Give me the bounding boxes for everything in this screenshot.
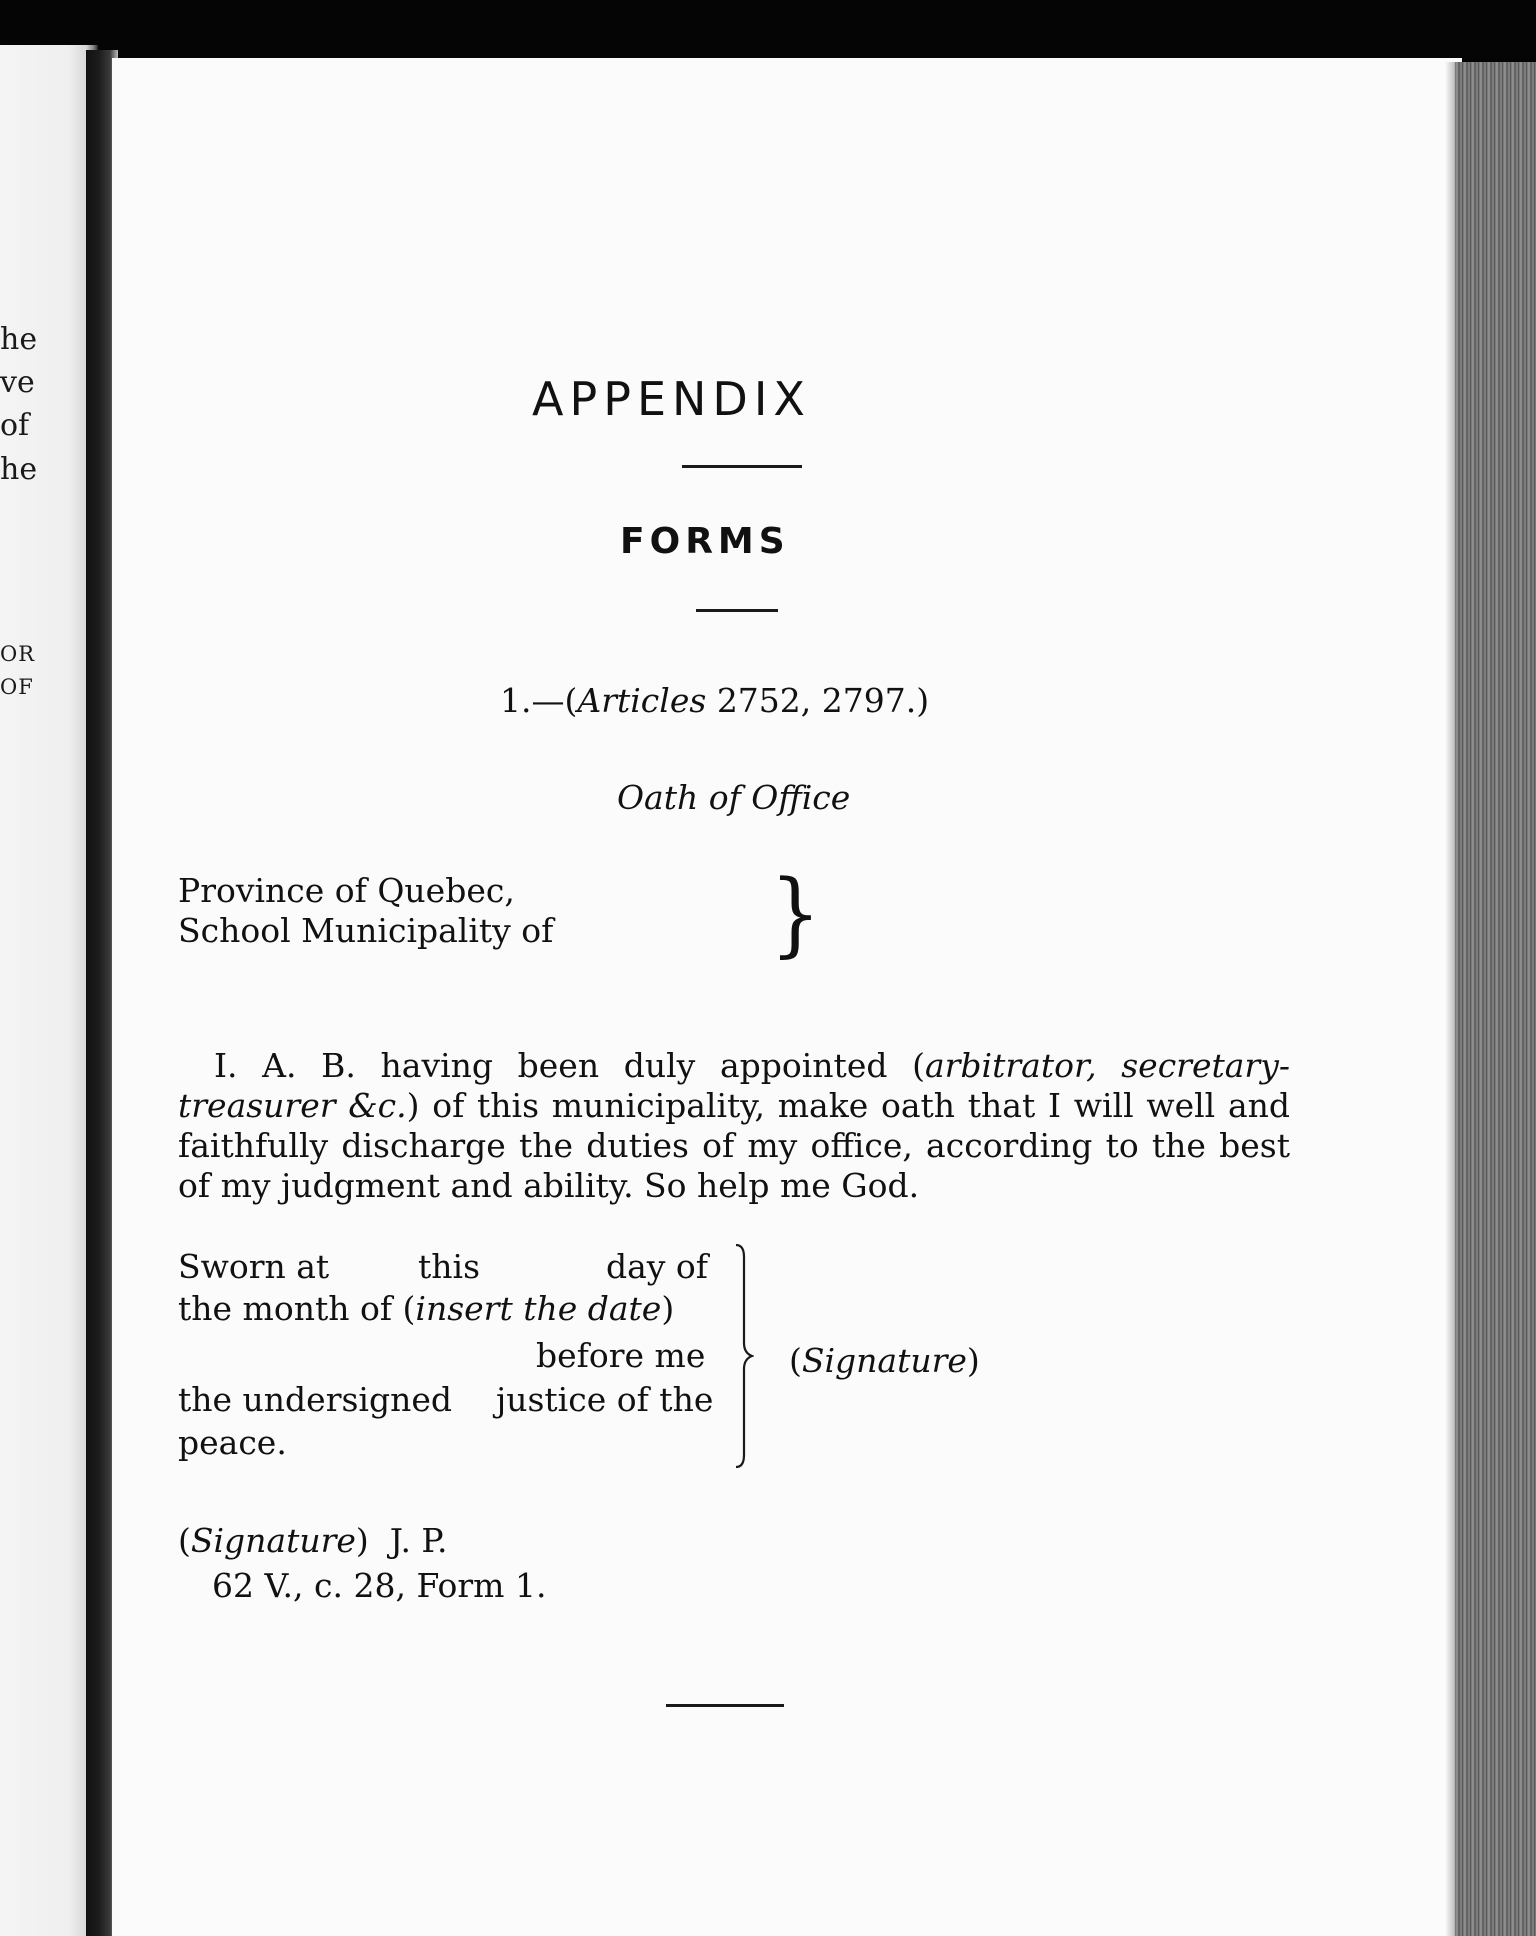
oath-roles: arbitrator, secretary-treasurer &c. [178, 1046, 1290, 1125]
jurat-justice: justice of the [496, 1380, 714, 1419]
jurat-day-of: day of [606, 1247, 709, 1286]
jp-suffix: J. P. [389, 1521, 448, 1560]
heading-rule [682, 465, 802, 468]
jurat-brace [734, 1243, 754, 1469]
jurat-month-prefix: the month of ( [178, 1289, 416, 1328]
jurat-month-suffix: ) [661, 1289, 675, 1328]
jurat-sworn-at: Sworn at [178, 1247, 330, 1286]
facing-page-fragment: of [0, 408, 30, 443]
deponent-signature-label: Signature [801, 1341, 967, 1380]
scan-top-border [0, 0, 1536, 62]
statute-reference: 62 V., c. 28, Form 1. [212, 1566, 547, 1605]
jurat-line [178, 1247, 709, 1286]
jurat-before-me: before me [536, 1336, 706, 1375]
venue-province: Province of Quebec, [178, 871, 515, 910]
venue-municipality: School Municipality of [178, 911, 554, 950]
jurat-this: this [418, 1247, 481, 1286]
oath-lead: I. A. B. having been duly appointed ( [214, 1046, 925, 1085]
jurat-peace: peace. [178, 1423, 287, 1462]
jp-signature-label: Signature [190, 1521, 356, 1560]
jurat-undersigned: the undersigned [178, 1380, 452, 1419]
facing-page-fragment: he [0, 322, 38, 357]
oath-rest: ) of this municipality, make oath that I will well and faithfully discharge the duties of my office, according to the best of my judgment and ability. So help me God. [178, 1086, 1291, 1205]
form-title: Oath of Office [617, 778, 851, 817]
page-block-edge [1455, 62, 1536, 1936]
jp-signature-line: (Signature) J. P. [178, 1521, 448, 1560]
form-article-reference [500, 681, 929, 720]
deponent-signature-line: (Signature) [789, 1341, 980, 1380]
article-numbers: 2752, 2797.) [716, 681, 930, 720]
jurat-line [178, 1380, 714, 1419]
venue-block [178, 871, 553, 951]
facing-page-fragment: OF [0, 675, 34, 699]
jurat-line [178, 1289, 675, 1328]
forms-heading: FORMS [620, 521, 790, 562]
oath-paragraph [178, 1046, 1290, 1206]
jurat-date-placeholder: insert the date [415, 1289, 662, 1328]
section-rule [696, 609, 778, 612]
venue-brace: } [770, 859, 821, 967]
facing-page-fragment: he [0, 452, 38, 487]
form-number: 1.—( [500, 681, 578, 720]
articles-label: Articles [577, 681, 707, 720]
appendix-page [112, 58, 1462, 1936]
facing-page-fragment: ve [0, 365, 35, 400]
closing-rule [666, 1704, 784, 1707]
facing-page [0, 45, 98, 1936]
appendix-heading: APPENDIX [532, 372, 811, 426]
facing-page-fragment: OR [0, 642, 36, 666]
